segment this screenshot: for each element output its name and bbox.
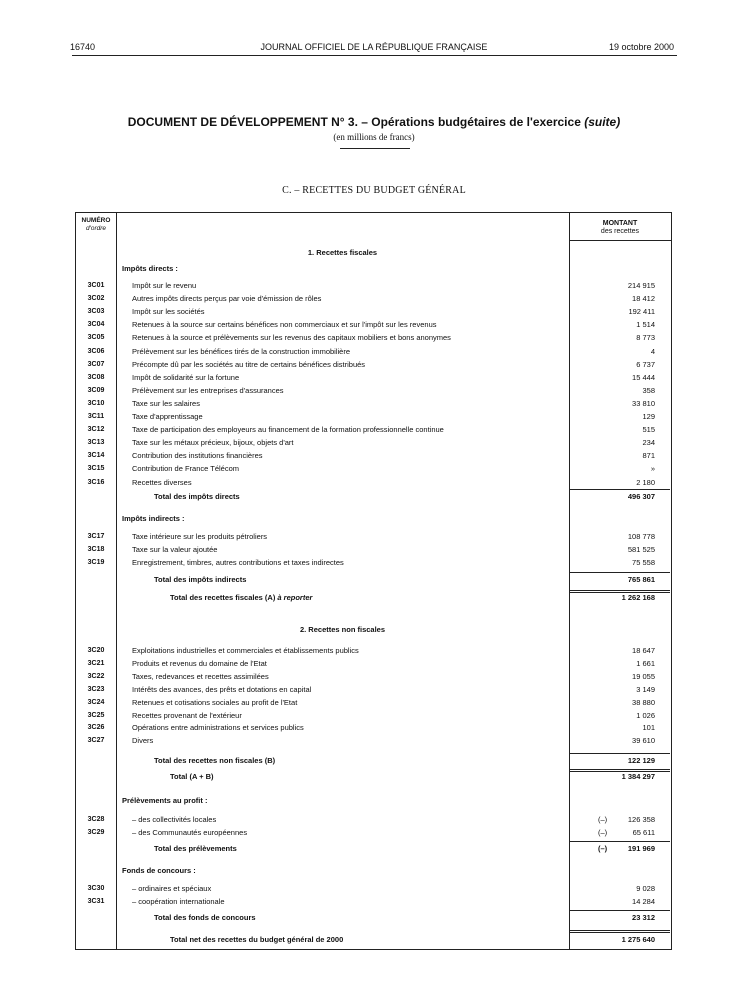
row-code: 3C04 (87, 321, 105, 329)
row-label-text: Recettes provenant de l'extérieur (132, 710, 242, 720)
row-label-text: Impôt sur les sociétés (132, 307, 205, 317)
row-code: 3C19 (87, 559, 105, 567)
row-code: 3C22 (87, 672, 105, 680)
column-header-number (76, 217, 116, 233)
table-row (76, 463, 672, 475)
total-row (76, 912, 672, 924)
row-label-text: Précompte dû par les sociétés au titre de certains bénéfices distribués (132, 359, 366, 369)
issue-date: 19 octobre 2000 (608, 42, 674, 52)
row-amount: 192 411 (628, 307, 655, 317)
total-row (76, 592, 672, 604)
table-row (76, 385, 672, 397)
table-row (76, 450, 672, 462)
table-row (76, 437, 672, 449)
table-row (76, 332, 672, 344)
row-amount: 871 (642, 451, 655, 461)
row-label-text: Contribution des institutions financières (132, 451, 263, 461)
table-row (76, 280, 672, 292)
total-rule (570, 489, 670, 490)
row-label (132, 658, 564, 670)
row-label-text: Total des impôts indirects (154, 575, 247, 584)
group-heading-fonds: Fonds de concours : (122, 866, 196, 875)
row-label (132, 385, 564, 397)
row-amount: 14 284 (632, 897, 655, 906)
row-label (132, 411, 564, 423)
total-row (76, 491, 672, 503)
row-label-text: Taxe sur les métaux précieux, bijoux, objets d'art (132, 438, 294, 448)
row-label (132, 280, 564, 292)
page-number: 16740 (70, 42, 96, 52)
document-title-suffix: (suite) (584, 115, 621, 129)
row-label (154, 912, 564, 924)
row-label (132, 645, 564, 657)
row-code: 3C26 (87, 724, 105, 732)
table-row (76, 645, 672, 657)
table-row (76, 896, 672, 908)
row-label (132, 697, 564, 709)
row-amount: 23 312 (632, 913, 655, 922)
row-label (132, 306, 564, 318)
row-label (132, 437, 564, 449)
table-row (76, 319, 672, 331)
row-code: 3C05 (87, 334, 105, 342)
row-label-text: Taxes, redevances et recettes assimilées (132, 671, 269, 681)
row-code: 3C30 (87, 885, 105, 892)
table-row (76, 671, 672, 683)
row-amount: » (650, 464, 655, 474)
row-label (132, 722, 564, 734)
row-label (132, 424, 564, 436)
row-code: 3C12 (87, 426, 105, 434)
row-label-text: Divers (132, 736, 154, 746)
row-label-text: Total des fonds de concours (154, 913, 256, 922)
amount-value: 126 358 (627, 815, 655, 824)
total-row (76, 755, 672, 767)
row-code: 3C13 (87, 439, 105, 447)
row-amount: 38 880 (632, 697, 655, 707)
row-label (154, 491, 564, 503)
row-label-text: – des collectivités locales (132, 815, 217, 824)
table-row (76, 372, 672, 384)
row-label (132, 735, 564, 747)
row-amount: 1 514 (636, 320, 655, 330)
row-label (132, 463, 564, 475)
row-code: 3C25 (87, 711, 105, 719)
row-label (132, 372, 564, 384)
column-header-amount-line2: des recettes (600, 228, 640, 235)
section-heading-nonfiscal: 2. Recettes non fiscales (299, 625, 386, 634)
row-amount: 1 026 (636, 710, 655, 720)
row-label-text: Intérêts des avances, des prêts et dotations en capital (132, 684, 312, 694)
row-label-text: Retenues et cotisations sociales au profit de l'Etat (132, 697, 298, 707)
table-row (76, 722, 672, 734)
row-label-text: Produits et revenus du domaine de l'Etat (132, 658, 267, 668)
row-amount: 9 028 (636, 884, 655, 893)
row-code: 3C21 (87, 659, 105, 667)
table-row (76, 477, 672, 489)
row-code: 3C20 (87, 647, 105, 654)
row-code: 3C07 (87, 360, 105, 368)
row-code: 3C03 (87, 308, 105, 316)
row-amount: 101 (642, 723, 655, 733)
total-rule (570, 910, 670, 911)
row-label-text: Opérations entre administrations et services publics (132, 723, 304, 733)
total-rule (570, 572, 670, 573)
row-label-text: Total des impôts directs (154, 492, 240, 501)
row-label (132, 477, 564, 489)
row-label-text: Enregistrement, timbres, autres contributions et taxes indirectes (132, 558, 344, 568)
row-amount: 1 384 297 (621, 772, 655, 781)
row-amount: 33 810 (632, 398, 655, 408)
row-code: 3C14 (87, 452, 105, 460)
row-label-text: Taxe d'apprentissage (132, 412, 203, 421)
row-label-text: Impôt de solidarité sur la fortune (132, 372, 240, 382)
row-code: 3C23 (87, 685, 105, 693)
row-label (132, 827, 564, 839)
row-amount: 19 055 (632, 671, 655, 681)
row-label-text: Retenues à la source et prélèvements sur les revenus des capitaux mobiliers et bons anonymes (132, 333, 451, 343)
row-label-text: Taxe de participation des employeurs au financement de la formation professionnelle continue (132, 425, 444, 435)
table-row (76, 293, 672, 305)
row-amount: 129 (642, 412, 655, 421)
row-amount: 6 737 (636, 359, 655, 369)
row-label (132, 883, 564, 895)
amount-sign: (–) (598, 815, 608, 824)
table-row (76, 424, 672, 436)
row-amount: 15 444 (632, 372, 655, 382)
column-header-number-line2: d'ordre (85, 225, 107, 232)
table-row (76, 531, 672, 543)
table-row (76, 814, 672, 826)
journal-name: JOURNAL OFFICIEL DE LA RÉPUBLIQUE FRANÇAISE (260, 42, 488, 52)
row-label-text: – des Communautés européennes (132, 828, 248, 837)
table-row (76, 735, 672, 747)
table-row (76, 359, 672, 371)
table-row (76, 684, 672, 696)
row-code: 3C24 (87, 698, 105, 706)
total-rule (570, 841, 670, 842)
row-amount: 515 (642, 425, 655, 435)
row-amount: 358 (642, 385, 655, 395)
row-code: 3C31 (87, 898, 105, 905)
row-amount: 214 915 (627, 281, 655, 290)
row-label-text: Prélèvement sur les entreprises d'assurances (132, 385, 284, 395)
row-label (132, 671, 564, 683)
section-title: C. – RECETTES DU BUDGET GÉNÉRAL (282, 185, 466, 196)
table-row (76, 557, 672, 569)
row-label (132, 710, 564, 722)
section-heading-fiscal: 1. Recettes fiscales (307, 248, 378, 257)
row-label-text: Prélèvement sur les bénéfices tirés de la construction immobilière (132, 346, 351, 356)
row-amount: 2 180 (636, 477, 655, 487)
row-code: 3C28 (87, 816, 105, 823)
row-label-text: Total net des recettes du budget général de 2000 (170, 935, 344, 944)
row-amount: 1 275 640 (621, 935, 655, 944)
row-amount: 18 647 (632, 646, 655, 655)
table-row (76, 710, 672, 722)
row-label-text: Taxe intérieure sur les produits pétroliers (132, 532, 268, 541)
row-label-text: Exploitations industrielles et commerciales et établissements publics (132, 646, 359, 655)
row-label-text: Total (A + B) (170, 772, 214, 781)
row-label (132, 359, 564, 371)
row-label-text: Taxe sur les salaires (132, 398, 200, 408)
amount-value: 191 969 (627, 844, 655, 853)
group-heading-indirect: Impôts indirects : (122, 514, 185, 523)
row-label (170, 771, 564, 783)
row-code: 3C11 (87, 413, 105, 420)
row-label-text: Autres impôts directs perçus par voie d'émission de rôles (132, 294, 322, 304)
table-row (76, 658, 672, 670)
total-rule (570, 930, 670, 933)
row-label-text: Recettes diverses (132, 477, 192, 487)
row-label (132, 531, 564, 543)
row-amount: 1 661 (636, 658, 655, 668)
row-label (132, 346, 564, 358)
row-amount: 18 412 (632, 294, 655, 304)
row-label-text: Contribution de France Télécom (132, 464, 239, 474)
row-code: 3C08 (87, 373, 105, 381)
total-row (76, 843, 672, 855)
column-header-number-line1: NUMÉRO (81, 217, 111, 224)
row-amount: 1 262 168 (621, 593, 655, 602)
table-row (76, 544, 672, 556)
row-label (132, 450, 564, 462)
table-row (76, 411, 672, 423)
row-label (132, 293, 564, 305)
subtitle-rule (340, 148, 410, 149)
row-label-text: – ordinaires et spéciaux (132, 884, 212, 893)
total-rule (570, 753, 670, 754)
row-code: 3C06 (87, 347, 105, 355)
row-label (154, 755, 564, 767)
row-label-text: Retenues à la source sur certains bénéfices non commerciaux et sur l'impôt sur les revenus (132, 320, 437, 330)
row-code: 3C27 (87, 737, 105, 745)
row-code: 3C15 (87, 465, 105, 473)
header-divider (569, 240, 671, 241)
row-label (132, 544, 564, 556)
table-row (76, 346, 672, 358)
row-label-text: Total des prélèvements (154, 844, 237, 853)
header-rule (72, 55, 677, 56)
row-amount: 3 149 (636, 684, 655, 694)
row-label (132, 684, 564, 696)
row-amount: 765 861 (627, 575, 655, 584)
table-row (76, 827, 672, 839)
row-label-text: Impôt sur le revenu (132, 281, 197, 290)
total-row (76, 934, 672, 946)
row-label (132, 332, 564, 344)
table-row (76, 398, 672, 410)
row-label (154, 574, 564, 586)
row-label-italic: à reporter (275, 593, 313, 602)
row-label (170, 934, 564, 946)
row-code: 3C29 (87, 829, 105, 836)
total-row (76, 771, 672, 783)
column-header-amount-line1: MONTANT (602, 220, 638, 227)
total-row (76, 574, 672, 586)
row-label-text: – coopération internationale (132, 897, 225, 906)
document-subtitle: (en millions de francs) (333, 132, 415, 142)
amount-sign: (–) (598, 828, 608, 837)
document-title (0, 115, 748, 129)
row-amount: 4 (650, 346, 655, 356)
row-amount: 108 778 (627, 532, 655, 541)
row-code: 3C02 (87, 295, 105, 303)
amount-sign: (–) (598, 844, 608, 853)
column-header-amount (568, 220, 672, 236)
table-row (76, 306, 672, 318)
row-amount: 75 558 (632, 558, 655, 568)
table-row (76, 883, 672, 895)
row-label-text: Total des recettes non fiscales (B) (154, 756, 276, 765)
row-amount: 496 307 (627, 492, 655, 501)
row-label-text: Taxe sur la valeur ajoutée (132, 545, 218, 555)
row-label (132, 557, 564, 569)
row-code: 3C16 (87, 478, 105, 486)
row-code: 3C09 (87, 386, 105, 394)
row-label (170, 592, 564, 604)
row-label-text: Total des recettes fiscales (A) à reporter (170, 593, 313, 602)
document-title-main: DOCUMENT DE DÉVELOPPEMENT N° 3. – Opérations budgétaires de l'exercice (127, 115, 581, 129)
group-heading-direct: Impôts directs : (122, 264, 178, 273)
row-amount: 581 525 (627, 545, 655, 555)
row-amount: 234 (642, 438, 655, 448)
row-code: 3C18 (87, 546, 105, 554)
row-code: 3C17 (87, 533, 105, 540)
row-label (132, 896, 564, 908)
row-code: 3C01 (87, 282, 105, 289)
group-heading-prelevements: Prélèvements au profit : (122, 796, 208, 805)
row-code: 3C10 (87, 399, 105, 407)
row-label (132, 398, 564, 410)
row-label (154, 843, 564, 855)
row-amount: 122 129 (627, 756, 655, 765)
amount-value: 65 611 (632, 828, 655, 837)
row-label (132, 814, 564, 826)
row-label (132, 319, 564, 331)
row-amount: 8 773 (636, 333, 655, 343)
row-amount: 39 610 (632, 736, 655, 746)
table-row (76, 697, 672, 709)
